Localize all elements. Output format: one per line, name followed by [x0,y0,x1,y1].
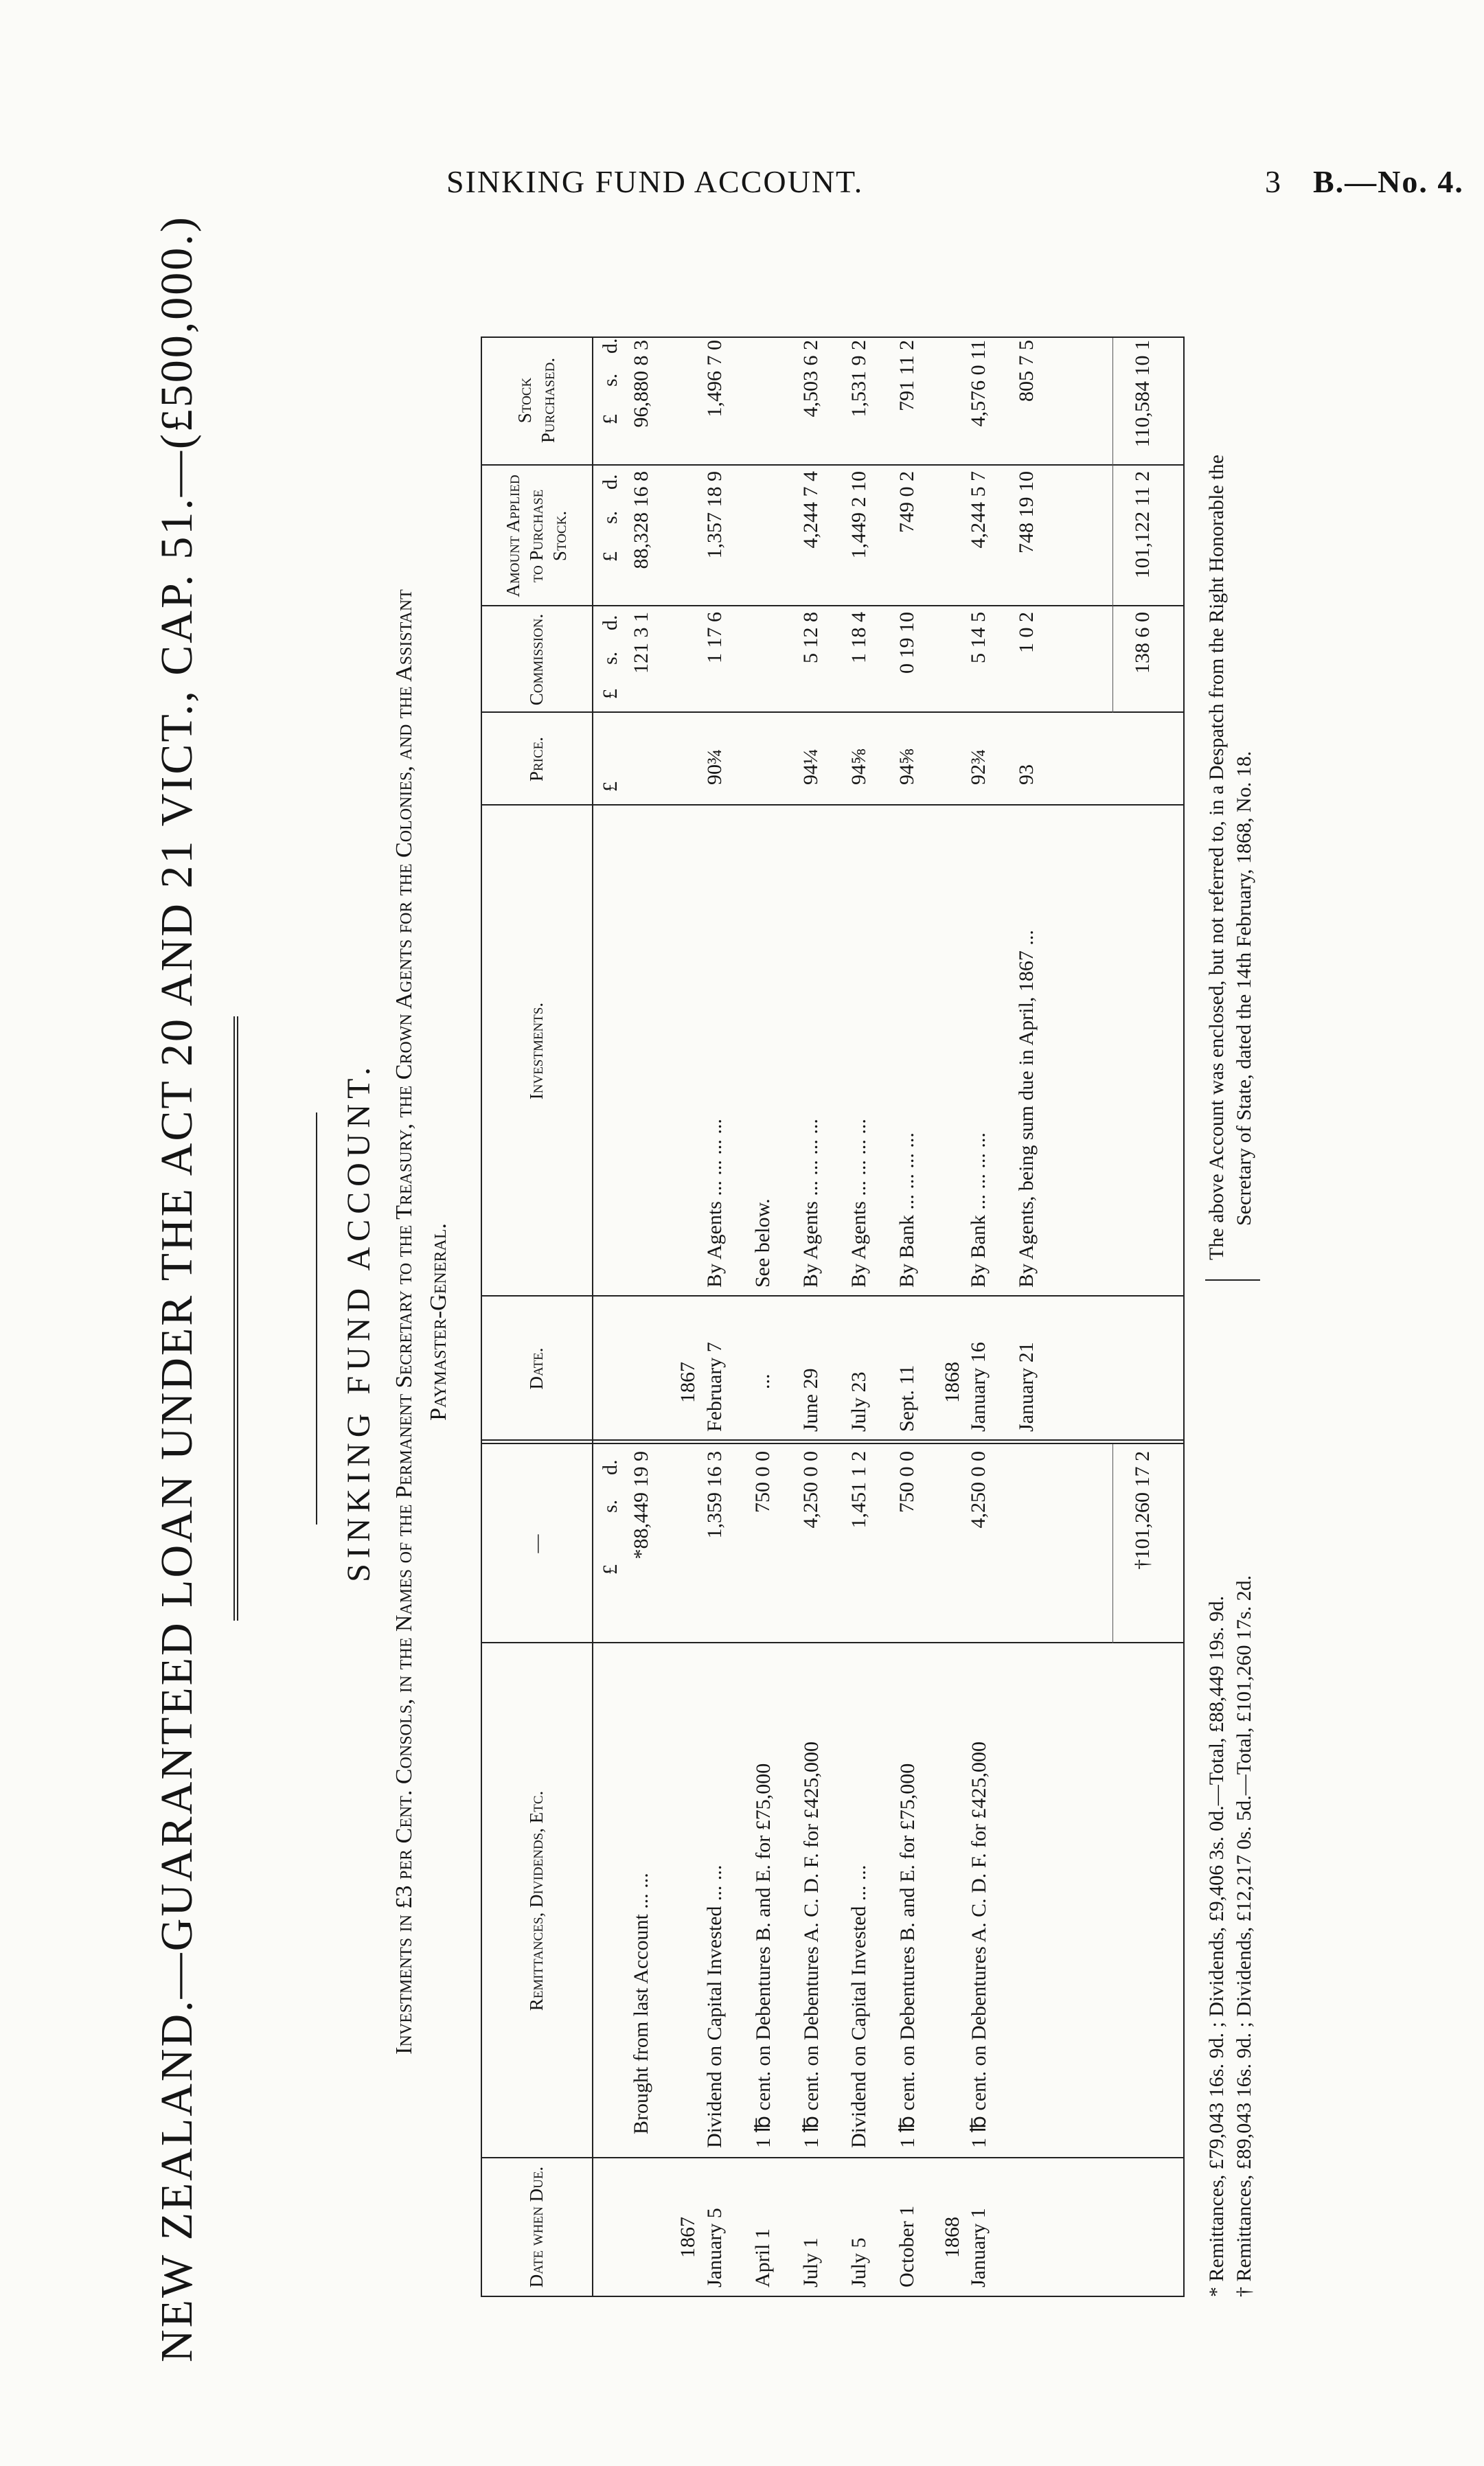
left-row-6-amount: 4,250 0 0 [967,1451,990,1529]
header-amount: — [526,1534,547,1553]
unit-pence: d. [599,338,621,354]
right-row-3-price: 94¼ [799,749,822,785]
footnote-4: Secretary of State, dated the 14th February, 1868, No. 18. [1233,751,1255,1226]
right-row-1-price: 90¾ [703,749,726,785]
total-amount-applied: 101,122 11 2 [1131,471,1154,579]
right-row-4-date: July 23 [847,1371,870,1432]
right-row-5-applied: 749 0 2 [895,471,918,533]
main-title: NEW ZEALAND.—GUARANTEED LOAN UNDER THE ACT 20 AND 21 VICT., CAP. 51.—(£500,000.) [152,215,202,2362]
unit-pound: £ [599,1564,621,1575]
right-row-7-applied: 748 19 10 [1015,471,1038,553]
left-row-1-date: January 5 [703,2208,726,2287]
footnote-3: The above Account was enclosed, but not referred to, in a Despatch from the Right Honorable the [1205,455,1228,1260]
sub-title: SINKING FUND ACCOUNT. [341,1062,377,1582]
right-row-6-applied: 4,244 5 7 [967,471,990,549]
left-row-4-date: July 5 [847,2237,870,2287]
right-row-5-date: Sept. 11 [895,1365,918,1432]
right-row-7-text: By Agents, being sum due in April, 1867 ... [1015,930,1038,1288]
right-row-0-commission: 121 3 1 [630,612,652,674]
footnote-2: † Remittances, £89,043 16s. 9d. ; Dividends, £12,217 0s. 5d.—Total, £101,260 17s. 2d. [1233,1575,1255,2297]
sinking-fund-table [481,336,1185,2297]
right-row-4-applied: 1,449 2 10 [847,471,870,559]
right-row-4-price: 94⅝ [847,749,870,785]
header-date-due: Date when Due. [526,2166,547,2288]
right-row-5-text: By Bank ... ... ... ... [895,1132,918,1288]
title-rule-left [233,1016,235,1621]
left-row-0-amount: *88,449 19 9 [630,1451,652,1560]
left-row-3-text: 1 ℔ cent. on Debentures A. C. D. F. for £425,000 [800,1741,823,2148]
header-amount-applied: Amount Applied to Purchase Stock. [503,475,570,597]
unit-pound: £ [599,689,621,699]
right-row-7-price: 93 [1015,764,1038,785]
unit-pence: d. [599,474,621,490]
right-row-6-stock: 4,576 0 11 [967,340,990,427]
header-remittances: Remittances, Dividends, Etc. [526,1790,547,2011]
title-rule-left-2 [237,1016,238,1621]
unit-shilling: s. [599,510,621,524]
right-row-2-text: See below. [751,1198,774,1288]
right-row-3-stock: 4,503 6 2 [799,340,822,418]
left-row-3-date: July 1 [799,2237,822,2287]
right-row-2-date: ... [751,1373,774,1389]
unit-shilling: s. [599,651,621,665]
right-row-6-price: 92¾ [967,749,990,785]
right-row-5-stock: 791 11 2 [895,340,918,411]
description-line-1: Investments in £3 per Cent. Consols, in the Names of the Permanent Secretary to the Treasury, the Crown Agents for the Colonies, and the Assistant [391,589,417,2055]
title-rule [316,1112,317,1525]
page-number: 3 [1265,164,1282,199]
left-row-4-text: Dividend on Capital Invested ... ... [847,1864,870,2148]
right-row-7-date: January 21 [1015,1342,1038,1432]
right-row-4-stock: 1,531 9 2 [847,340,870,418]
unit-shilling: s. [599,373,621,387]
description-line-2: Paymaster-General. [426,1223,451,1421]
left-row-0-text: Brought from last Account ... ... [630,1873,652,2134]
unit-pound: £ [599,551,621,562]
right-row-3-text: By Agents ... ... ... ... [799,1119,822,1288]
header-investments: Investments. [526,1002,547,1100]
left-row-2-date: April 1 [751,2228,774,2287]
right-row-1-commission: 1 17 6 [703,612,726,663]
total-commission: 138 6 0 [1131,612,1154,674]
rotated-page-content [144,215,1401,2362]
left-row-6-text: 1 ℔ cent. on Debentures A. C. D. F. for £425,000 [968,1741,990,2148]
left-row-1-year: 1867 [676,2217,699,2258]
document-reference: B.—No. 4. [1313,164,1464,199]
right-row-1-applied: 1,357 18 9 [703,471,726,559]
unit-price-pound: £ [599,781,621,792]
left-row-1-text: Dividend on Capital Invested ... ... [703,1864,726,2148]
right-row-1-stock: 1,496 7 0 [703,340,726,418]
left-row-6-date: January 1 [967,2208,990,2287]
right-row-3-date: June 29 [799,1368,822,1432]
right-row-3-commission: 5 12 8 [799,612,822,663]
left-row-1-amount: 1,359 16 3 [703,1451,726,1539]
header-commission: Commission. [526,613,547,706]
right-row-4-text: By Agents ... ... ... ... [847,1119,870,1288]
right-row-7-stock: 805 7 5 [1015,340,1038,402]
header-price: Price. [526,736,547,782]
right-row-3-applied: 4,244 7 4 [799,471,822,549]
left-row-5-amount: 750 0 0 [895,1451,918,1513]
right-row-5-price: 94⅝ [895,749,918,785]
unit-shilling: s. [599,1499,621,1513]
right-row-6-text: By Bank ... ... ... ... [967,1132,990,1288]
right-row-1-year: 1867 [676,1362,699,1403]
left-row-5-text: 1 ℔ cent. on Debentures B. and E. for £75,000 [896,1763,919,2148]
right-row-0-stock: 96,880 8 3 [630,340,652,428]
left-row-3-amount: 4,250 0 0 [799,1451,822,1529]
right-row-6-commission: 5 14 5 [967,612,990,663]
right-row-1-text: By Agents ... ... ... ... [703,1119,726,1288]
right-row-0-applied: 88,328 16 8 [630,471,652,569]
footnote-divider [1205,1279,1260,1281]
right-row-4-commission: 1 18 4 [847,612,870,663]
right-row-7-commission: 1 0 2 [1015,612,1038,653]
running-header-title: SINKING FUND ACCOUNT. [446,164,864,199]
footnote-1: * Remittances, £79,043 16s. 9d. ; Dividends, £9,406 3s. 0d.—Total, £88,449 19s. 9d. [1205,1595,1228,2297]
total-stock-purchased: 110,584 10 1 [1131,340,1154,448]
header-date: Date. [526,1347,547,1390]
right-row-1-date: February 7 [703,1342,726,1432]
right-row-5-commission: 0 19 10 [895,612,918,674]
right-row-6-date: January 16 [967,1342,990,1432]
left-row-2-amount: 750 0 0 [751,1451,774,1513]
header-stock-purchased: Stock Purchased. [514,357,558,444]
unit-pound: £ [599,414,621,424]
right-row-6-year: 1868 [941,1362,963,1403]
left-row-2-text: 1 ℔ cent. on Debentures B. and E. for £75,000 [752,1763,775,2148]
left-row-6-year: 1868 [941,2217,963,2258]
left-row-5-date: October 1 [895,2205,918,2287]
left-row-4-amount: 1,451 1 2 [847,1451,870,1529]
unit-pence: d. [599,615,621,630]
unit-pence: d. [599,1459,621,1475]
left-total: †101,260 17 2 [1131,1451,1154,1570]
